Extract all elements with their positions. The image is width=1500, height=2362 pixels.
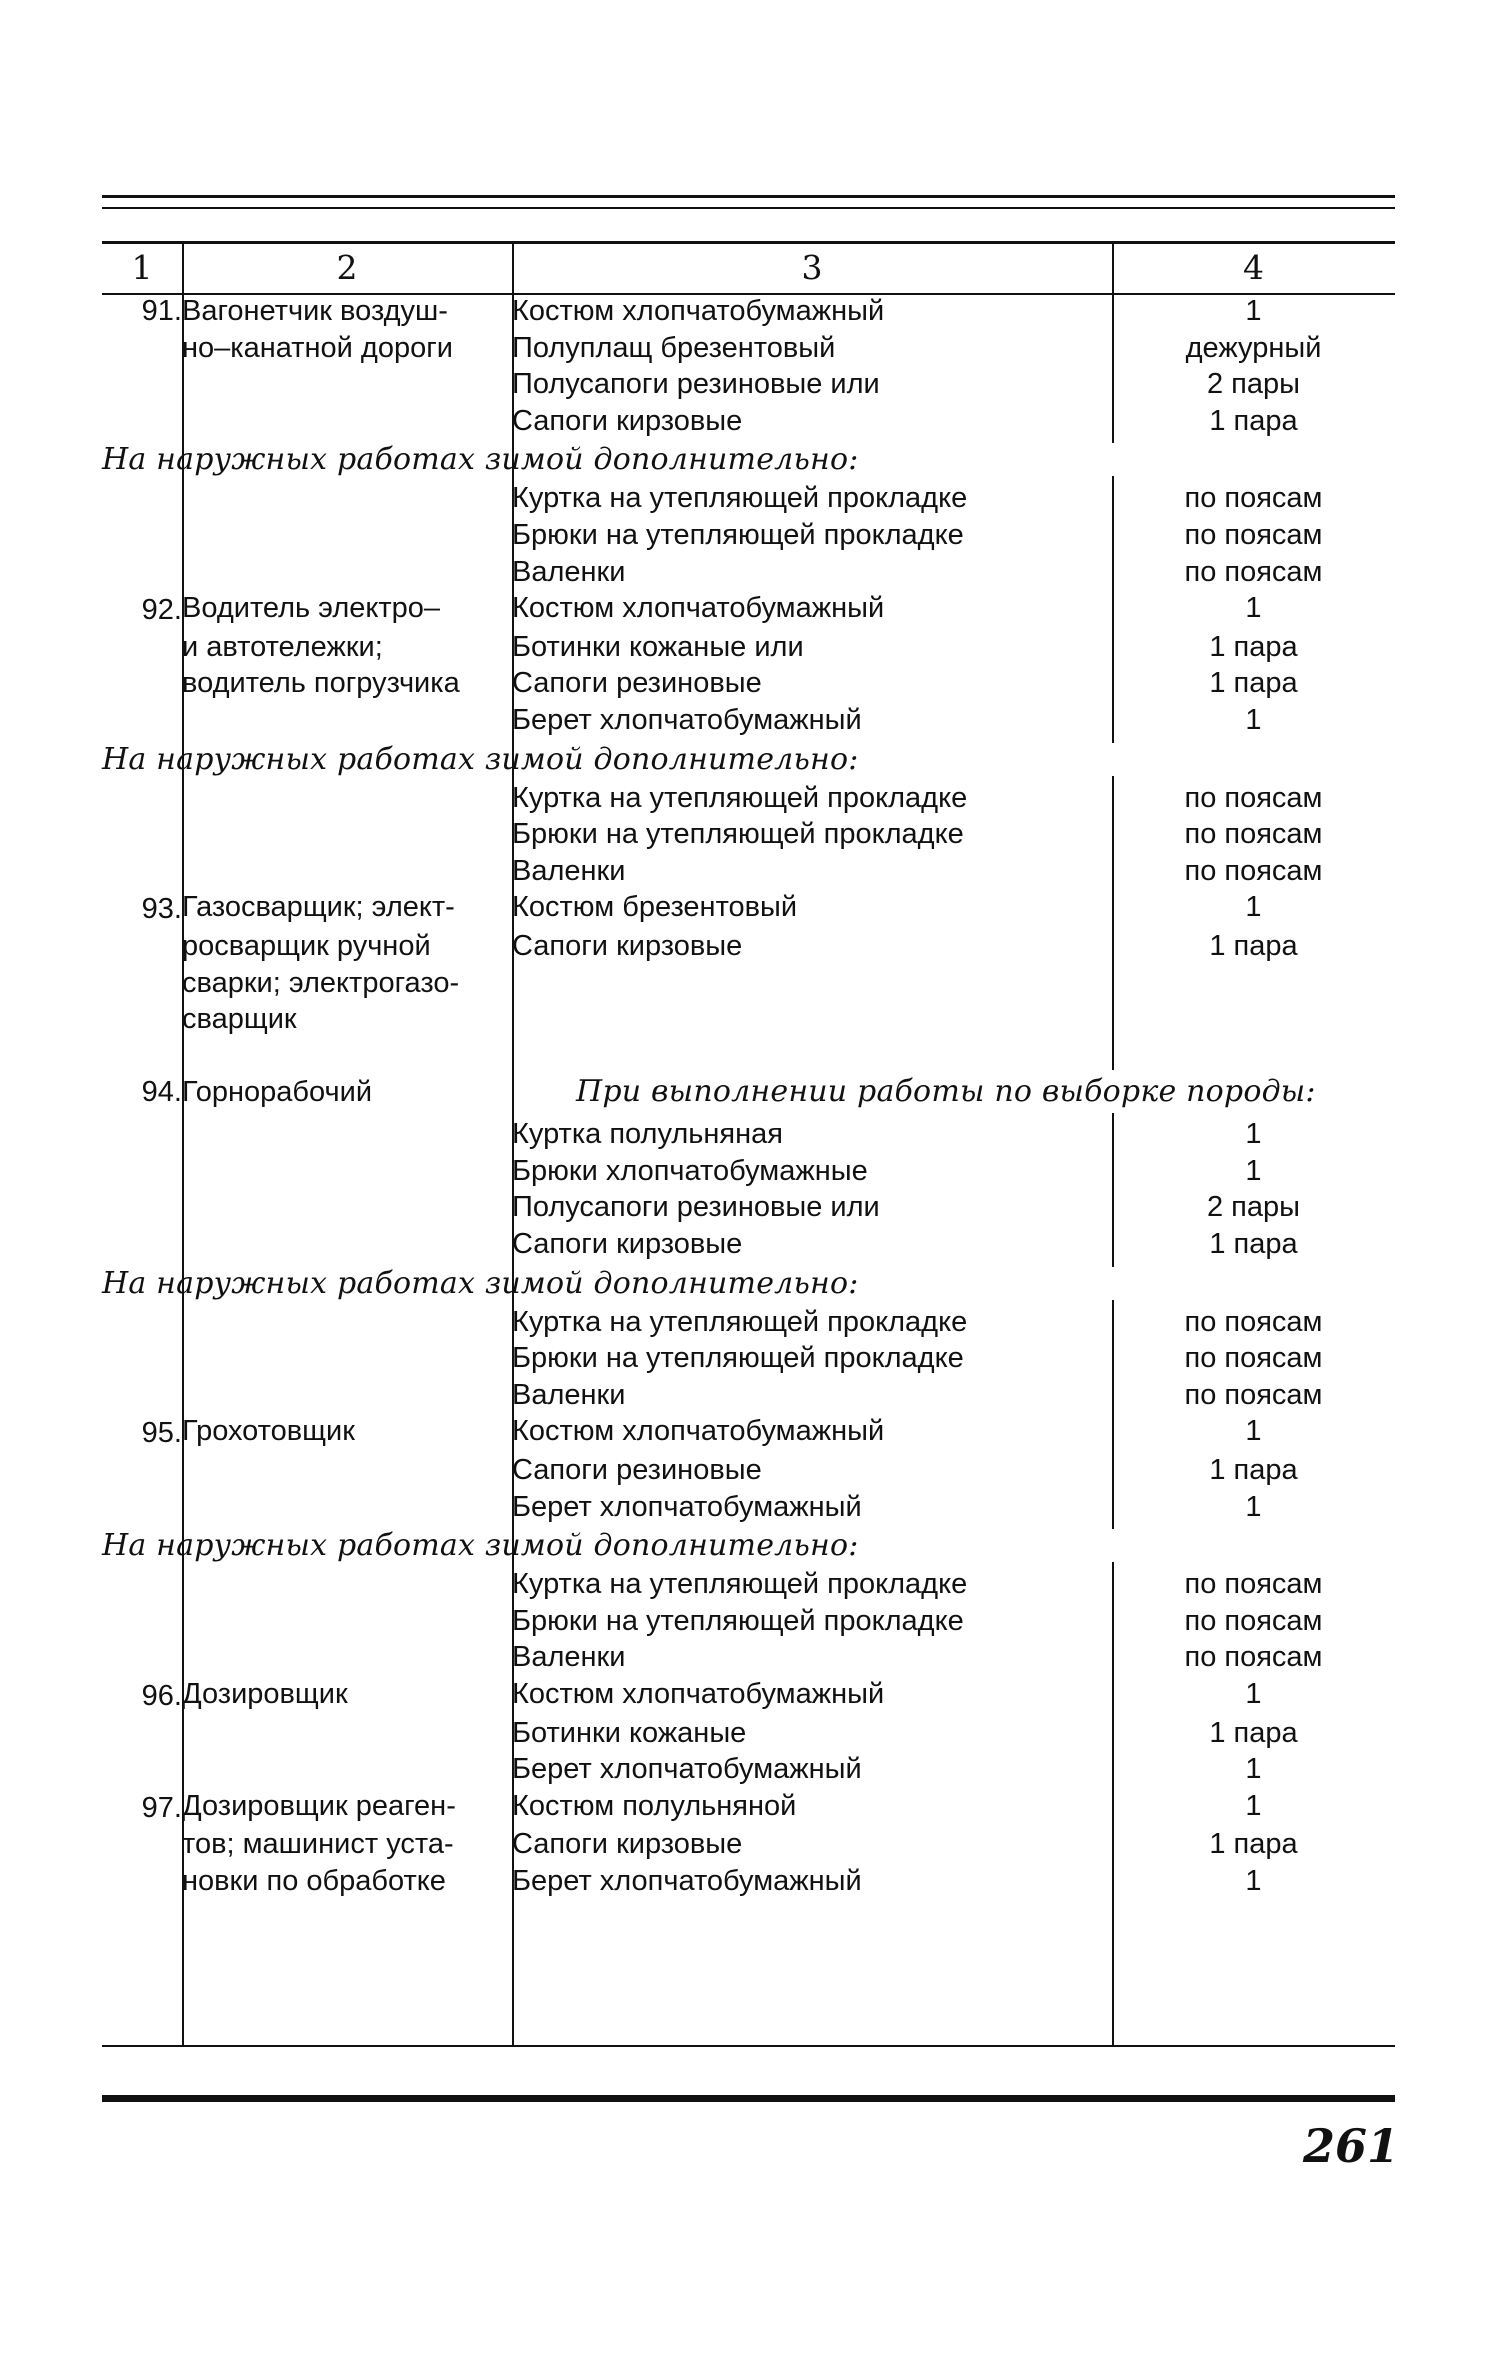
- item-name: Костюм полульняной: [512, 1789, 797, 1822]
- row-number-cell: [102, 1826, 182, 1863]
- item-name: Сапоги резиновые: [512, 667, 762, 700]
- item-name: Куртка на утепляющей прокладке: [512, 1305, 968, 1338]
- item-quantity: по поясам: [1184, 1641, 1323, 1674]
- item-quantity: 1: [1245, 1678, 1262, 1710]
- table-row: [102, 554, 1395, 591]
- profession-cell: [182, 1826, 512, 1863]
- item-name: Костюм хлопчатобумажный: [512, 295, 885, 327]
- item-quantity: [1112, 965, 1395, 1002]
- table-row: [102, 1340, 1395, 1377]
- item-quantity: 1 пара: [1209, 929, 1298, 962]
- profession-cell: [182, 1377, 512, 1414]
- item-name: Сапоги кирзовые: [512, 929, 743, 962]
- item-quantity: по поясам: [1184, 1604, 1323, 1637]
- item-name: Сапоги кирзовые: [512, 404, 743, 437]
- row-number: 97.: [141, 1791, 182, 1824]
- profession-cell: [182, 702, 512, 739]
- row-number-cell: [102, 330, 182, 367]
- table-row: [102, 480, 1395, 517]
- item-name: [512, 1001, 1112, 1038]
- profession-line: Дозировщик реаген-: [182, 1789, 456, 1822]
- table-row: [102, 665, 1395, 702]
- table-row: [102, 330, 1395, 367]
- section-note: На наружных работах зимой дополнительно:: [102, 1528, 859, 1564]
- item-quantity: по поясам: [1184, 781, 1323, 814]
- profession-cell: [182, 889, 512, 928]
- header-col-2: 2: [336, 248, 358, 287]
- table-row: [102, 1304, 1395, 1341]
- row-number-cell: [102, 554, 182, 591]
- item-name: Костюм брезентовый: [512, 891, 798, 924]
- table-row: [102, 1377, 1395, 1414]
- profession-cell: [182, 780, 512, 817]
- item-name: Брюки на утепляющей прокладке: [512, 1604, 964, 1637]
- table-row: [102, 1001, 1395, 1038]
- item-name: Берет хлопчатобумажный: [512, 703, 862, 736]
- table-row: [102, 816, 1395, 853]
- item-name: Брюки на утепляющей прокладке: [512, 518, 964, 551]
- table-row: [102, 702, 1395, 739]
- profession-cell: [182, 1788, 512, 1827]
- profession-cell: [182, 517, 512, 554]
- item-quantity: 1 пара: [1209, 404, 1298, 437]
- item-quantity: 1 пара: [1209, 1828, 1298, 1861]
- item-quantity: 1: [1245, 703, 1262, 736]
- profession-line: Газосварщик; элект-: [182, 891, 455, 924]
- row-number: 91.: [141, 295, 182, 327]
- profession-line: росварщик ручной: [182, 929, 431, 962]
- profession-cell: [182, 1413, 512, 1452]
- profession-line: водитель погрузчика: [182, 667, 460, 700]
- item-quantity: по поясам: [1184, 482, 1323, 515]
- table-row: [102, 889, 1395, 928]
- item-name: Куртка на утепляющей прокладке: [512, 781, 968, 814]
- item-quantity: 1: [1245, 891, 1262, 924]
- row-number-cell: [102, 1304, 182, 1341]
- item-name: Костюм хлопчатобумажный: [512, 592, 885, 625]
- row-number-cell: [102, 702, 182, 739]
- item-quantity: 2 пары: [1207, 368, 1300, 401]
- note-row: [102, 439, 1395, 480]
- item-quantity: по поясам: [1184, 1305, 1323, 1338]
- table-row: [102, 1116, 1395, 1153]
- clothing-norms-table: [102, 243, 1395, 1900]
- profession-cell: [182, 293, 512, 330]
- item-quantity: по поясам: [1184, 555, 1323, 588]
- profession-line: Горнорабочий: [182, 1075, 373, 1108]
- item-name: Ботинки кожаные или: [512, 630, 804, 663]
- profession-cell: [182, 1226, 512, 1263]
- table-row: [102, 1603, 1395, 1640]
- top-rule: [102, 195, 1395, 198]
- table-row: [102, 1715, 1395, 1752]
- top-rule-thin: [102, 207, 1395, 209]
- profession-cell: [182, 1566, 512, 1603]
- profession-cell: [182, 928, 512, 965]
- section-note: На наружных работах зимой дополнительно:: [102, 442, 859, 478]
- spacer-cell: [102, 1038, 1395, 1066]
- row-number-cell: [102, 1603, 182, 1640]
- table-row: [102, 366, 1395, 403]
- profession-cell: [182, 1304, 512, 1341]
- item-quantity: по поясам: [1184, 1378, 1323, 1411]
- table-row: [102, 1452, 1395, 1489]
- item-quantity: 1: [1245, 1753, 1262, 1786]
- section-note: На наружных работах зимой дополнительно:: [102, 1265, 859, 1301]
- profession-cell: [182, 1116, 512, 1153]
- row-number-cell: [102, 517, 182, 554]
- row-number: 95.: [141, 1417, 182, 1450]
- profession-cell: [182, 403, 512, 440]
- item-quantity: по поясам: [1184, 854, 1323, 887]
- item-name: Брюки на утепляющей прокладке: [512, 818, 964, 851]
- item-quantity: по поясам: [1184, 518, 1323, 551]
- table-row: [102, 1639, 1395, 1676]
- section-note: При выполнении работы по выборке породы:: [576, 1073, 1316, 1109]
- row-number-cell: [102, 629, 182, 666]
- item-name: Валенки: [512, 1641, 626, 1674]
- row-number: 93.: [141, 893, 182, 926]
- profession-cell: [182, 1715, 512, 1752]
- table-row: [102, 293, 1395, 330]
- profession-cell: [182, 330, 512, 367]
- row-number-cell: [102, 1452, 182, 1489]
- item-quantity: дежурный: [1185, 331, 1322, 364]
- row-number-cell: [102, 366, 182, 403]
- profession-cell: [182, 1189, 512, 1226]
- table-row: [102, 1788, 1395, 1827]
- item-quantity: 1 пара: [1209, 630, 1298, 663]
- profession-line: Дозировщик: [182, 1678, 348, 1710]
- item-name: Полусапоги резиновые или: [512, 368, 880, 401]
- row-number-cell: [102, 1566, 182, 1603]
- table-row: [102, 780, 1395, 817]
- row-number-cell: [102, 480, 182, 517]
- table-row: [102, 629, 1395, 666]
- profession-line: Вагонетчик воздуш-: [182, 295, 448, 327]
- profession-name: [182, 1066, 512, 1117]
- item-name: Валенки: [512, 1378, 626, 1411]
- table-header-row: [102, 243, 1395, 293]
- item-name: Валенки: [512, 854, 626, 887]
- item-quantity: 1 пара: [1209, 1716, 1298, 1749]
- profession-cell: [182, 1153, 512, 1190]
- note-row: [102, 739, 1395, 780]
- row-number-cell: [102, 1751, 182, 1788]
- header-col-3: 3: [801, 248, 823, 287]
- item-quantity: 1: [1245, 1415, 1262, 1448]
- profession-cell: [182, 1751, 512, 1788]
- profession-cell: [182, 853, 512, 890]
- table-row: [102, 403, 1395, 440]
- profession-cell: [182, 629, 512, 666]
- item-quantity: 1 пара: [1209, 1454, 1298, 1487]
- profession-line: Грохотовщик: [182, 1415, 355, 1448]
- row-number: 96.: [141, 1680, 182, 1712]
- table-bottom-rule: [102, 2045, 1395, 2047]
- item-quantity: по поясам: [1184, 1342, 1323, 1375]
- profession-cell: [182, 480, 512, 517]
- table-row: [102, 1826, 1395, 1863]
- table-row: [102, 1413, 1395, 1452]
- table-row: [102, 853, 1395, 890]
- row-number-cell: [102, 665, 182, 702]
- item-quantity: 1: [1245, 1789, 1262, 1822]
- item-name: Валенки: [512, 555, 626, 588]
- profession-cell: [182, 1340, 512, 1377]
- row-number-cell: [102, 1863, 182, 1900]
- table-row: [102, 965, 1395, 1002]
- note-row: [102, 1066, 1395, 1117]
- profession-line: сварки; электрогазо-: [182, 966, 460, 999]
- profession-line: новки по обработке: [182, 1864, 446, 1897]
- item-quantity: по поясам: [1184, 818, 1323, 851]
- row-number-cell: [102, 1226, 182, 1263]
- table-row: [102, 1676, 1395, 1715]
- table-row: [102, 928, 1395, 965]
- item-name: Брюки на утепляющей прокладке: [512, 1342, 964, 1375]
- item-name: Костюм хлопчатобумажный: [512, 1415, 885, 1448]
- row-number-cell: [102, 1153, 182, 1190]
- item-name: Берет хлопчатобумажный: [512, 1490, 862, 1523]
- profession-cell: [182, 1676, 512, 1715]
- item-name: Сапоги кирзовые: [512, 1228, 743, 1261]
- table-row: [102, 1566, 1395, 1603]
- footer-thick-rule: [102, 2095, 1395, 2102]
- row-number-cell: [102, 816, 182, 853]
- note-row: [102, 1525, 1395, 1566]
- section-note: На наружных работах зимой дополнительно:: [102, 741, 859, 777]
- row-number: 94.: [141, 1075, 182, 1108]
- row-number-cell: [102, 965, 182, 1002]
- profession-cell: [182, 1001, 512, 1038]
- table-row: [102, 1153, 1395, 1190]
- row-number-cell: [102, 853, 182, 890]
- profession-cell: [182, 1863, 512, 1900]
- profession-line: Водитель электро–: [182, 592, 441, 625]
- row-number-cell: [102, 1340, 182, 1377]
- item-name: Полуплащ брезентовый: [512, 331, 836, 364]
- row-number-cell: [102, 1189, 182, 1226]
- item-quantity: 1 пара: [1209, 667, 1298, 700]
- page-number: 261: [1303, 2119, 1400, 2173]
- table-row: [102, 590, 1395, 629]
- item-name: Куртка полульняная: [512, 1118, 783, 1151]
- item-quantity: по поясам: [1184, 1568, 1323, 1601]
- table-row: [102, 1863, 1395, 1900]
- profession-cell: [182, 1639, 512, 1676]
- item-quantity: 1: [1245, 1154, 1262, 1187]
- profession-line: и автотележки;: [182, 630, 383, 663]
- item-quantity: 1: [1245, 1864, 1262, 1897]
- item-quantity: [1112, 1001, 1395, 1038]
- profession-cell: [182, 665, 512, 702]
- item-quantity: 1: [1245, 295, 1262, 327]
- profession-cell: [182, 366, 512, 403]
- row-number-cell: [102, 1715, 182, 1752]
- spacer-row: [102, 1038, 1395, 1066]
- row-number-cell: [102, 1001, 182, 1038]
- row-number-cell: [102, 928, 182, 965]
- row-number-cell: [102, 403, 182, 440]
- header-col-1: 1: [131, 248, 153, 287]
- item-name: Берет хлопчатобумажный: [512, 1864, 862, 1897]
- table-row: [102, 1189, 1395, 1226]
- item-name: [512, 965, 1112, 1002]
- table-row: [102, 1751, 1395, 1788]
- row-number-cell: [102, 1116, 182, 1153]
- profession-line: но–канатной дороги: [182, 331, 453, 364]
- item-quantity: 1 пара: [1209, 1228, 1298, 1261]
- item-name: Брюки хлопчатобумажные: [512, 1154, 868, 1187]
- item-name: Куртка на утепляющей прокладке: [512, 482, 968, 515]
- item-quantity: 1: [1245, 1490, 1262, 1523]
- item-quantity: 2 пары: [1207, 1191, 1300, 1224]
- profession-cell: [182, 554, 512, 591]
- table-row: [102, 517, 1395, 554]
- profession-cell: [182, 965, 512, 1002]
- row-number-cell: [102, 1639, 182, 1676]
- profession-line: тов; машинист уста-: [182, 1828, 454, 1861]
- profession-cell: [182, 1489, 512, 1526]
- item-name: Сапоги кирзовые: [512, 1828, 743, 1861]
- table-row: [102, 1489, 1395, 1526]
- item-name: Костюм хлопчатобумажный: [512, 1678, 885, 1710]
- profession-cell: [182, 590, 512, 629]
- row-number-cell: [102, 780, 182, 817]
- item-name: Берет хлопчатобумажный: [512, 1753, 862, 1786]
- item-name: Полусапоги резиновые или: [512, 1191, 880, 1224]
- item-name: Куртка на утепляющей прокладке: [512, 1568, 968, 1601]
- row-number-cell: [102, 1377, 182, 1414]
- table-row: [102, 1226, 1395, 1263]
- profession-line: сварщик: [182, 1003, 297, 1036]
- item-name: Ботинки кожаные: [512, 1716, 747, 1749]
- profession-cell: [182, 1452, 512, 1489]
- row-number: 92.: [141, 594, 182, 627]
- item-quantity: 1: [1245, 592, 1262, 625]
- profession-cell: [182, 1603, 512, 1640]
- row-number-cell: [102, 1489, 182, 1526]
- item-quantity: 1: [1245, 1118, 1262, 1151]
- note-row: [102, 1263, 1395, 1304]
- item-name: Сапоги резиновые: [512, 1454, 762, 1487]
- header-col-4: 4: [1243, 248, 1264, 287]
- profession-cell: [182, 816, 512, 853]
